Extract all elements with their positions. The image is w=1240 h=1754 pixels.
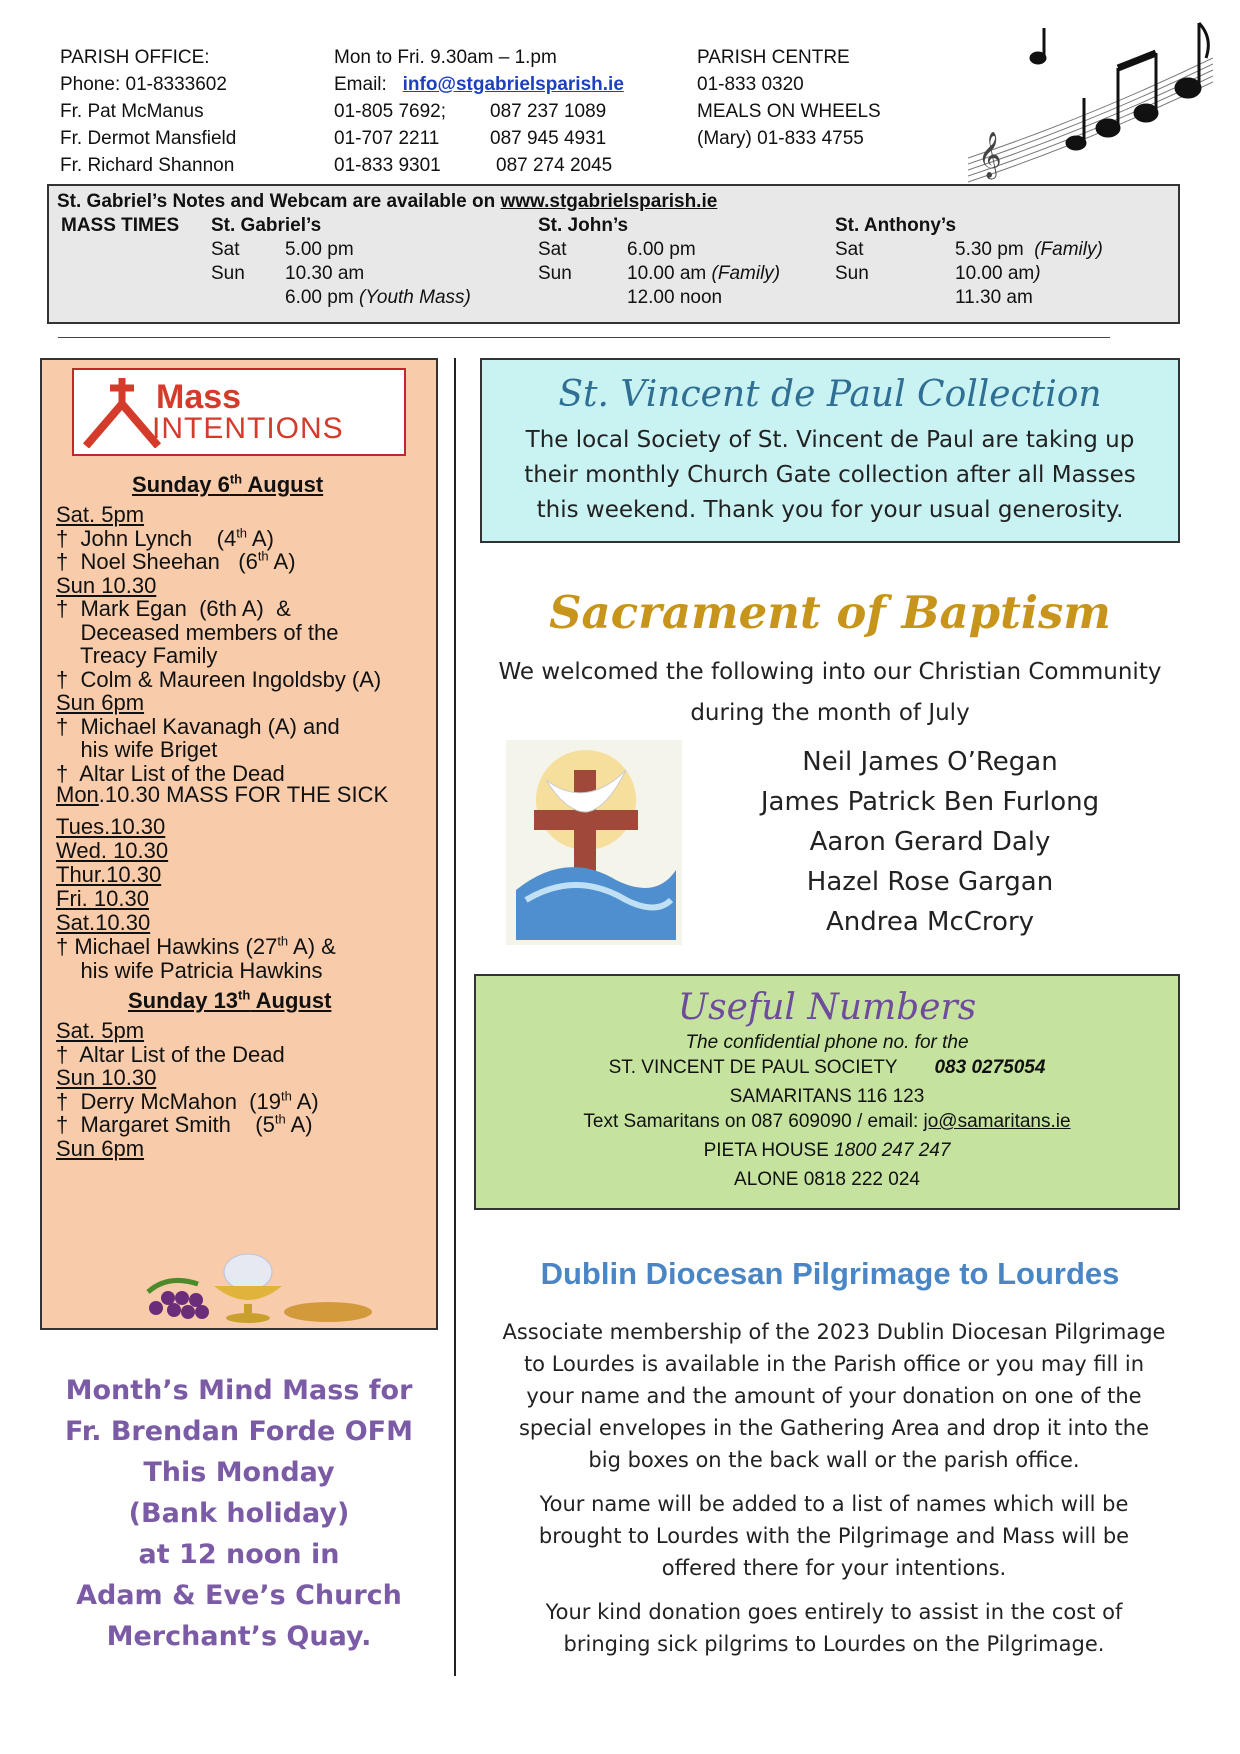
intention-line: his wife Patricia Hawkins: [56, 958, 323, 983]
svdp-collection-box: [480, 358, 1180, 543]
mass-intentions-panel: [40, 358, 438, 1330]
priest-landline: 01-805 7692;: [334, 101, 446, 122]
baptised-name: Neil James O’Regan: [802, 747, 1058, 777]
notes-webcam-line: St. Gabriel’s Notes and Webcam are available on www.stgabrielsparish.ie: [57, 191, 718, 212]
samaritans-line: SAMARITANS 116 123: [729, 1086, 925, 1107]
baptised-name: James Patrick Ben Furlong: [760, 787, 1100, 817]
column-divider: [454, 358, 456, 1676]
meals-phone: (Mary) 01-833 4755: [697, 128, 864, 149]
notice-line: Fr. Brendan Forde OFM: [65, 1416, 413, 1447]
mass-time: 11.30 am: [955, 287, 1033, 308]
alone-line: ALONE 0818 222 024: [734, 1169, 920, 1190]
weekday-mass: Tues.10.30: [56, 814, 166, 839]
intention-line: † Michael Kavanagh (A) and: [56, 713, 340, 739]
mass-time: 5.30 pm (Family): [955, 239, 1103, 260]
intention-line: † Altar List of the Dead: [56, 1041, 285, 1067]
church-cross-icon: [82, 376, 162, 448]
church-name: St. John’s: [538, 215, 629, 236]
priest-landline: 01-707 2211: [334, 128, 440, 149]
intention-line: † Colm & Maureen Ingoldsby (A): [56, 666, 382, 692]
church-name: St. Anthony’s: [835, 215, 957, 236]
email-label: Email:: [334, 74, 387, 95]
intention-line: † Derry McMahon (19th A): [56, 1088, 319, 1114]
baptised-name: Aaron Gerard Daly: [809, 827, 1051, 857]
svdp-title: St. Vincent de Paul Collection: [558, 374, 1102, 415]
priest-name: Fr. Dermot Mansfield: [60, 128, 237, 149]
mass-day: Sat: [211, 239, 240, 260]
priest-mobile: 087 945 4931: [490, 128, 607, 149]
mass-time: 6.00 pm: [627, 239, 696, 260]
pieta-line: PIETA HOUSE 1800 247 247: [703, 1140, 951, 1161]
notice-line: Merchant’s Quay.: [106, 1621, 372, 1652]
parish-office-contacts: [60, 44, 236, 179]
mass-time-heading: Sun 6pm: [56, 690, 145, 715]
lourdes-title: Dublin Diocesan Pilgrimage to Lourdes: [540, 1256, 1120, 1291]
notice-line: at 12 noon in: [138, 1539, 340, 1570]
svdp-body: The local Society of St. Vincent de Paul are taking up their monthly Church Gate collection after all Masses this weekend. Thank you for your usual generosity.: [524, 427, 1136, 523]
lourdes-text: [484, 1316, 1184, 1672]
weekday-mass: Thur.10.30: [56, 862, 162, 887]
baptism-intro: We welcomed the following into our Christian Community during the month of July: [498, 659, 1162, 726]
dove-cross-water-illustration: [506, 740, 682, 945]
notice-line: Month’s Mind Mass for: [65, 1375, 413, 1406]
mass-time: 10.00 am (Family): [627, 263, 781, 284]
mass-time-heading: Sun 6pm: [56, 1135, 145, 1161]
baptised-name: Andrea McCrory: [825, 907, 1035, 937]
office-hours: Mon to Fri. 9.30am – 1.pm: [334, 47, 557, 68]
notice-line: This Monday: [143, 1457, 335, 1488]
weekday-mass: Fri. 10.30: [56, 886, 149, 911]
music-notes-illustration: [968, 18, 1213, 183]
baptism-names: [740, 742, 1120, 942]
intention-line: Deceased members of the: [56, 619, 339, 645]
divider-line: [58, 337, 1110, 338]
mass-time-heading: Sun 10.30: [56, 572, 157, 598]
lourdes-paragraph: Your name will be added to a list of names which will be brought to Lourdes with the Pilgrimage and Mass will be offered there for your intentions.: [538, 1492, 1130, 1580]
parish-centre-label: PARISH CENTRE: [697, 47, 850, 68]
sunday-heading: Sunday 13th August: [128, 987, 332, 1013]
parish-office-label: PARISH OFFICE:: [60, 47, 210, 68]
mass-day: Sun: [211, 263, 245, 284]
mass-times-box: [47, 184, 1180, 324]
useful-numbers-box: [474, 974, 1180, 1210]
intention-line: Treacy Family: [56, 643, 218, 668]
mass-day: Sun: [538, 263, 572, 284]
meals-label: MEALS ON WHEELS: [697, 101, 881, 122]
lourdes-paragraph: Associate membership of the 2023 Dublin Diocesan Pilgrimage to Lourdes is available in the Parish office or you may fill in your name and the amount of your donation on one of the special envelopes in the Gathering Area and drop it into the big boxes on the back wall or the parish office.: [502, 1320, 1166, 1472]
mass-time-heading: Sun 10.30: [56, 1065, 157, 1090]
notice-line: (Bank holiday): [128, 1498, 350, 1529]
mass-day: Sun: [835, 263, 869, 284]
mass-time-heading: Sat. 5pm: [56, 1018, 145, 1043]
weekday-mass: Wed. 10.30: [56, 838, 169, 863]
mass-time: 5.00 pm: [285, 239, 354, 260]
logo-intentions-text: INTENTIONS: [152, 412, 344, 445]
baptism-title: Sacrament of Baptism: [549, 586, 1111, 639]
notice-line: Adam & Eve’s Church: [76, 1580, 402, 1611]
parish-centre-phone: 01-833 0320: [697, 74, 804, 95]
mass-day: Sat: [538, 239, 567, 260]
lourdes-paragraph: Your kind donation goes entirely to assist in the cost of bringing sick pilgrims to Lourdes on the Pilgrimage.: [545, 1600, 1123, 1656]
priest-name: Fr. Richard Shannon: [60, 155, 235, 176]
weekday-mass: Sat.10.30: [56, 910, 151, 935]
useful-numbers-title: Useful Numbers: [677, 987, 977, 1028]
parish-centre-contacts: [697, 44, 881, 152]
priest-mobile: 087 274 2045: [496, 155, 613, 176]
office-phone: Phone: 01-8333602: [60, 74, 227, 95]
mass-time-heading: Sat. 5pm: [56, 502, 145, 527]
baptised-name: Hazel Rose Gargan: [806, 867, 1054, 897]
priest-name: Fr. Pat McManus: [60, 101, 204, 122]
mass-time: 6.00 pm (Youth Mass): [285, 287, 471, 308]
intention-line: † Mark Egan (6th A) &: [56, 596, 291, 621]
priest-mobile: 087 237 1089: [490, 101, 607, 122]
mass-time: 10.30 am: [285, 263, 365, 284]
website-link[interactable]: www.stgabrielsparish.ie: [500, 191, 718, 212]
chalice-bread-grapes-illustration: [118, 1250, 378, 1324]
email-link[interactable]: info@stgabrielsparish.ie: [402, 74, 624, 95]
samaritans-email-link[interactable]: jo@samaritans.ie: [923, 1111, 1071, 1132]
mass-day: Sat: [835, 239, 864, 260]
priest-landline: 01-833 9301: [334, 155, 441, 176]
logo-mass-text: Mass: [156, 378, 242, 416]
church-name: St. Gabriel’s: [211, 215, 322, 236]
intention-line: † Margaret Smith (5th A): [56, 1111, 313, 1137]
intention-line: † John Lynch (4th A): [56, 525, 274, 551]
confidential-line: The confidential phone no. for the: [685, 1032, 969, 1053]
svdp-phone-line: ST. VINCENT DE PAUL SOCIETY 083 0275054: [608, 1057, 1046, 1078]
sunday-heading: Sunday 6th August: [132, 471, 324, 497]
mass-time: 12.00 noon: [627, 287, 723, 308]
mass-times-label: MASS TIMES: [61, 215, 180, 236]
mass-intentions-logo: [72, 368, 406, 456]
priest-mobiles: [490, 98, 612, 179]
intention-line: † Michael Hawkins (27th A) &: [56, 933, 336, 959]
intention-line: † Altar List of the Dead: [56, 760, 285, 786]
mass-time: 10.00 am): [955, 263, 1041, 284]
intention-line: † Noel Sheehan (6th A): [56, 548, 296, 574]
months-mind-notice: [40, 1370, 438, 1657]
svg-text:𝄞: 𝄞: [978, 132, 1002, 178]
text-samaritans-line: Text Samaritans on 087 609090 / email: jo@samaritans.ie: [583, 1111, 1071, 1132]
intention-line: his wife Briget: [56, 737, 218, 762]
intention-line: Mon.10.30 MASS FOR THE SICK: [56, 782, 389, 807]
